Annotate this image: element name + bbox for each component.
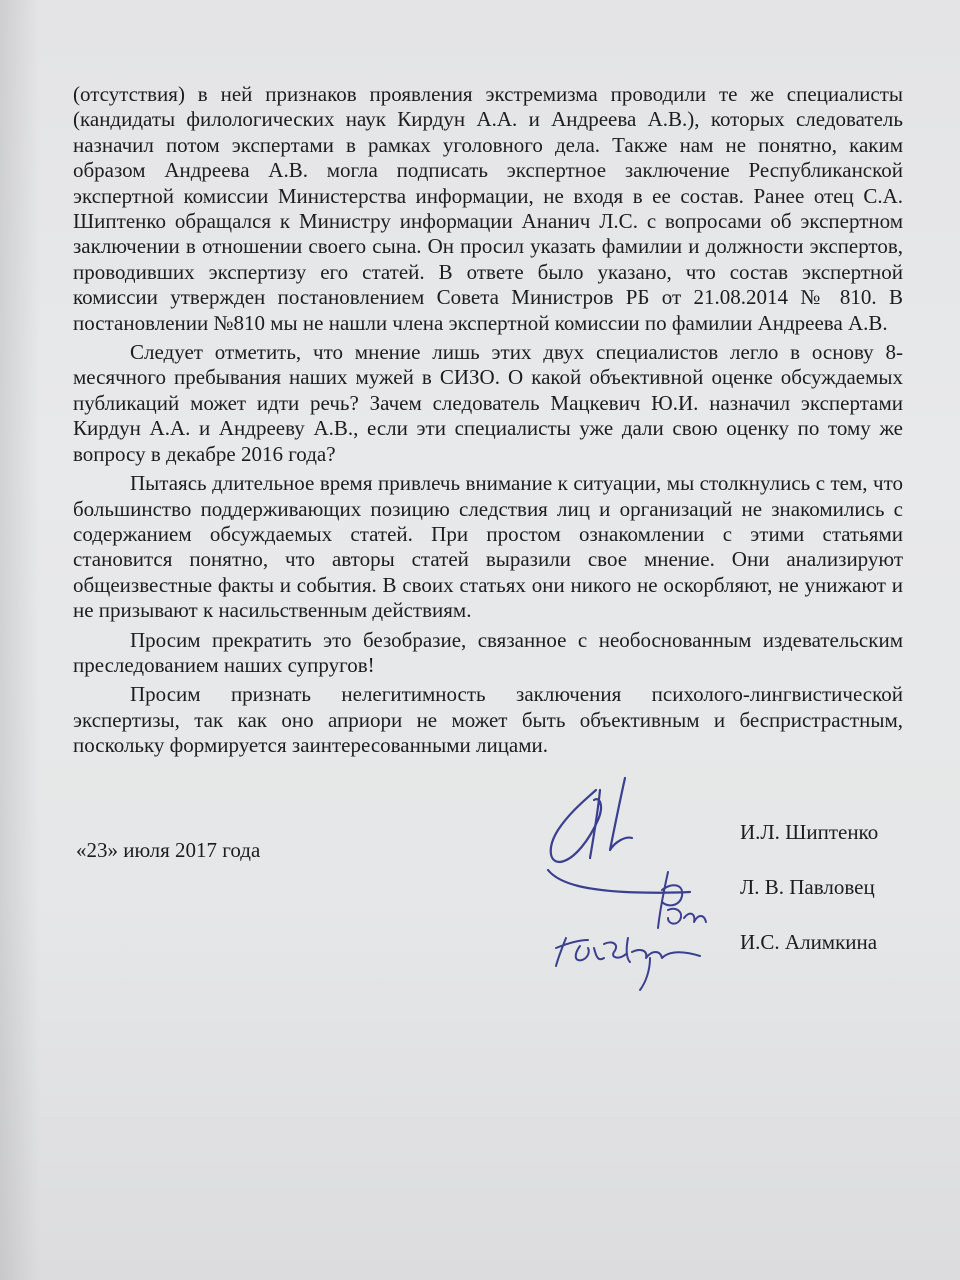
signer-name-3: И.С. Алимкина (740, 930, 878, 954)
signer-name-2: Л. В. Павловец (740, 875, 875, 899)
paragraph-3: Пытаясь длительное время привлечь внимание к ситуации, мы столкнулись с тем, что большинство поддерживающих позицию следствия лиц и организаций не знакомились с содержанием обсуждаемых статей. При простом ознакомлении с этими статьями становится понятно, что авторы статей выразили свое мнение. Они анализируют общеизвестные факты и события. В своих статьях они никого не оскорбляют, не унижают и не призывают к насильственным действиям. (73, 471, 903, 623)
page-shadow (0, 0, 40, 1280)
signature-2 (658, 872, 706, 928)
paragraph-1: (отсутствия) в ней признаков проявления экстремизма проводили те же специалисты (кандидаты филологических наук Кирдун А.А. и Андреева А.В.), которых следователь назначил потом экспертами в рамках уголовного дела. Также нам не понятно, каким образом Андреева А.В. могла подписать экспертное заключение Республиканской экспертной комиссии Министерства информации, не входя в ее состав. Ранее отец С.А. Шиптенко обращался к Министру информации Ананич Л.С. с вопросами об экспертном заключении в отношении своего сына. Он просил указать фамилии и должности экспертов, проводивших экспертизу его статей. В ответе было указано, что состав экспертной комиссии утвержден постановлением Совета Министров РБ от 21.08.2014 № 810. В постановлении №810 мы не нашли члена экспертной комиссии по фамилии Андреева А.В. (73, 82, 903, 335)
paragraph-4: Просим прекратить это безобразие, связанное с необоснованным издевательским преследованием наших супругов! (73, 627, 903, 677)
signature-3 (556, 938, 700, 990)
paragraph-2: Следует отметить, что мнение лишь этих двух специалистов легло в основу 8-месячного пребывания наших мужей в СИЗО. О какой объективной оценке обсуждаемых публикаций может идти речь? Зачем следователь Мацкевич Ю.И. назначил экспертами Кирдун А.А. и Андрееву А.В., если эти специалисты уже дали свою оценку по тому же вопросу в декабре 2016 года? (73, 340, 903, 466)
signature-1 (548, 778, 690, 893)
letter-date: «23» июля 2017 года (76, 838, 261, 862)
letter-body (73, 82, 903, 759)
paragraph-5: Просим признать нелегитимность заключения психолого-лингвистической экспертизы, так как оно априори не может быть объективным и беспристрастным, поскольку формируется заинтересованными лицами. (73, 682, 903, 758)
signer-name-1: И.Л. Шиптенко (740, 820, 879, 844)
